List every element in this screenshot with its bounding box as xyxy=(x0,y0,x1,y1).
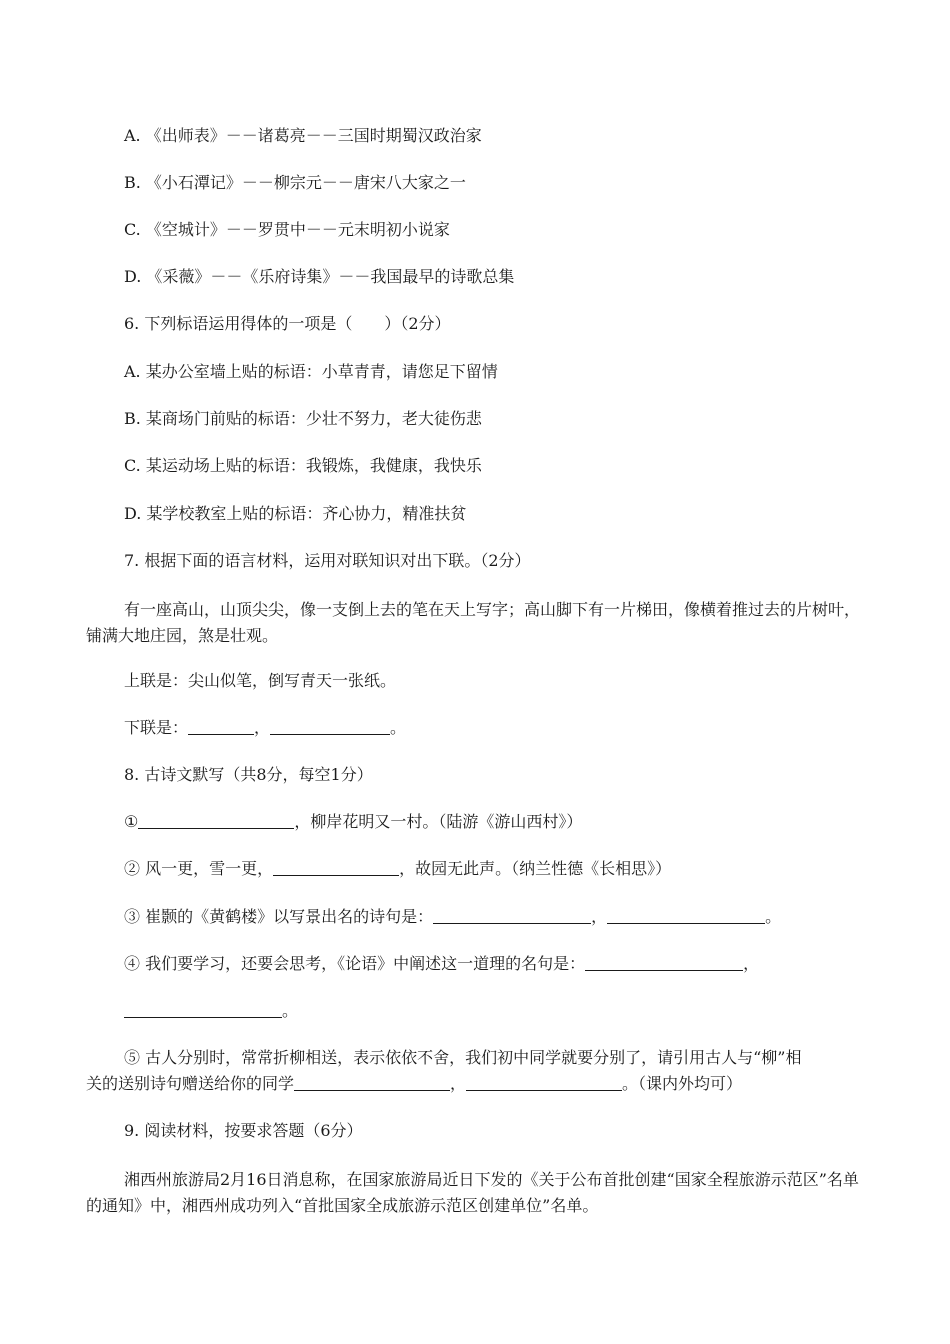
q6-stem: 6. 下列标语运用得体的一项是（ ）（2分） xyxy=(124,314,451,333)
q5-option-a: A. 《出师表》－－诸葛亮－－三国时期蜀汉政治家 xyxy=(124,126,482,145)
q6-option-d: D. 某学校教室上贴的标语：齐心协力，精准扶贫 xyxy=(124,504,467,523)
q9-material: 湘西州旅游局2月16日消息称，在国家旅游局近日下发的《关于公布首批创建“国家全程旅游示范区”名单的通知》中，湘西州成功列入“首批国家全成旅游示范区创建单位”名单。 xyxy=(86,1170,859,1215)
q6-option-b: B. 某商场门前贴的标语：少壮不努力，老大徒伤悲 xyxy=(124,409,482,428)
q7-material: 有一座高山，山顶尖尖，像一支倒上去的笔在天上写字；高山脚下有一片梯田，像横着推过去的片树叶，铺满大地庄园，煞是壮观。 xyxy=(86,600,861,645)
q6-option-c: C. 某运动场上贴的标语：我锻炼，我健康，我快乐 xyxy=(124,456,482,475)
q8-stem: 8. 古诗文默写（共8分，每空1分） xyxy=(124,765,373,784)
q7-upper-couplet: 上联是：尖山似笔，倒写青天一张纸。 xyxy=(124,671,397,690)
q5-option-b: B. 《小石潭记》－－柳宗元－－唐宋八大家之一 xyxy=(124,173,466,192)
q8-item-3-period: 。 xyxy=(765,907,782,926)
q8-item-2-text-a: ② 风一更，雪一更， xyxy=(124,859,274,878)
q8-item-3-comma: ， xyxy=(591,907,608,926)
q8-blank-6[interactable] xyxy=(124,1001,282,1018)
q7-comma: ， xyxy=(254,718,271,737)
q8-blank-2[interactable] xyxy=(273,859,399,876)
q8-item-4-comma: ， xyxy=(743,954,760,973)
q8-item-5-comma: ， xyxy=(450,1074,467,1093)
q8-item-5-line-2 xyxy=(86,1073,742,1095)
q7-lower-label: 下联是： xyxy=(124,718,189,737)
q8-item-2-text-b: ，故园无此声。（纳兰性德《长相思》） xyxy=(399,859,672,878)
q7-stem: 7. 根据下面的语言材料，运用对联知识对出下联。（2分） xyxy=(124,551,531,570)
q8-item-5-line-1: ⑤ 古人分别时，常常折柳相送，表示依依不舍，我们初中同学就要分别了，请引用古人与“柳”相 xyxy=(124,1048,802,1067)
q8-item-3-text: ③ 崔颢的《黄鹤楼》以写景出名的诗句是： xyxy=(124,907,434,926)
q8-item-2 xyxy=(124,858,671,880)
q7-lower-couplet xyxy=(124,717,406,739)
q8-item-5-suffix: 。（课内外均可） xyxy=(622,1074,743,1093)
q8-item-4-period: 。 xyxy=(282,1001,299,1020)
q7-blank-1[interactable] xyxy=(188,718,254,735)
q7-blank-2[interactable] xyxy=(270,718,390,735)
q8-item-4-cont xyxy=(124,1000,298,1022)
q6-option-a: A. 某办公室墙上贴的标语：小草青青，请您足下留情 xyxy=(124,362,498,381)
q8-item-4-text: ④ 我们要学习，还要会思考，《论语》中阐述这一道理的名句是： xyxy=(124,954,586,973)
q8-blank-5[interactable] xyxy=(585,954,743,971)
q8-item-4 xyxy=(124,953,759,975)
q8-item-1-marker: ① xyxy=(124,812,139,831)
q8-blank-3[interactable] xyxy=(433,907,591,924)
q8-blank-1[interactable] xyxy=(138,812,294,829)
q8-item-1 xyxy=(124,811,582,833)
q8-item-3 xyxy=(124,906,781,928)
q7-period: 。 xyxy=(390,718,407,737)
q8-blank-4[interactable] xyxy=(607,907,765,924)
q9-stem: 9. 阅读材料，按要求答题（6分） xyxy=(124,1121,363,1140)
q5-option-d: D. 《采薇》－－《乐府诗集》－－我国最早的诗歌总集 xyxy=(124,267,515,286)
q5-option-c: C. 《空城计》－－罗贯中－－元末明初小说家 xyxy=(124,220,450,239)
q8-item-5-text: 关的送别诗句赠送给你的同学 xyxy=(86,1074,295,1093)
q8-item-1-text: ，柳岸花明又一村。（陆游《游山西村》） xyxy=(294,812,583,831)
q8-blank-7[interactable] xyxy=(294,1074,450,1091)
q8-blank-8[interactable] xyxy=(466,1074,622,1091)
